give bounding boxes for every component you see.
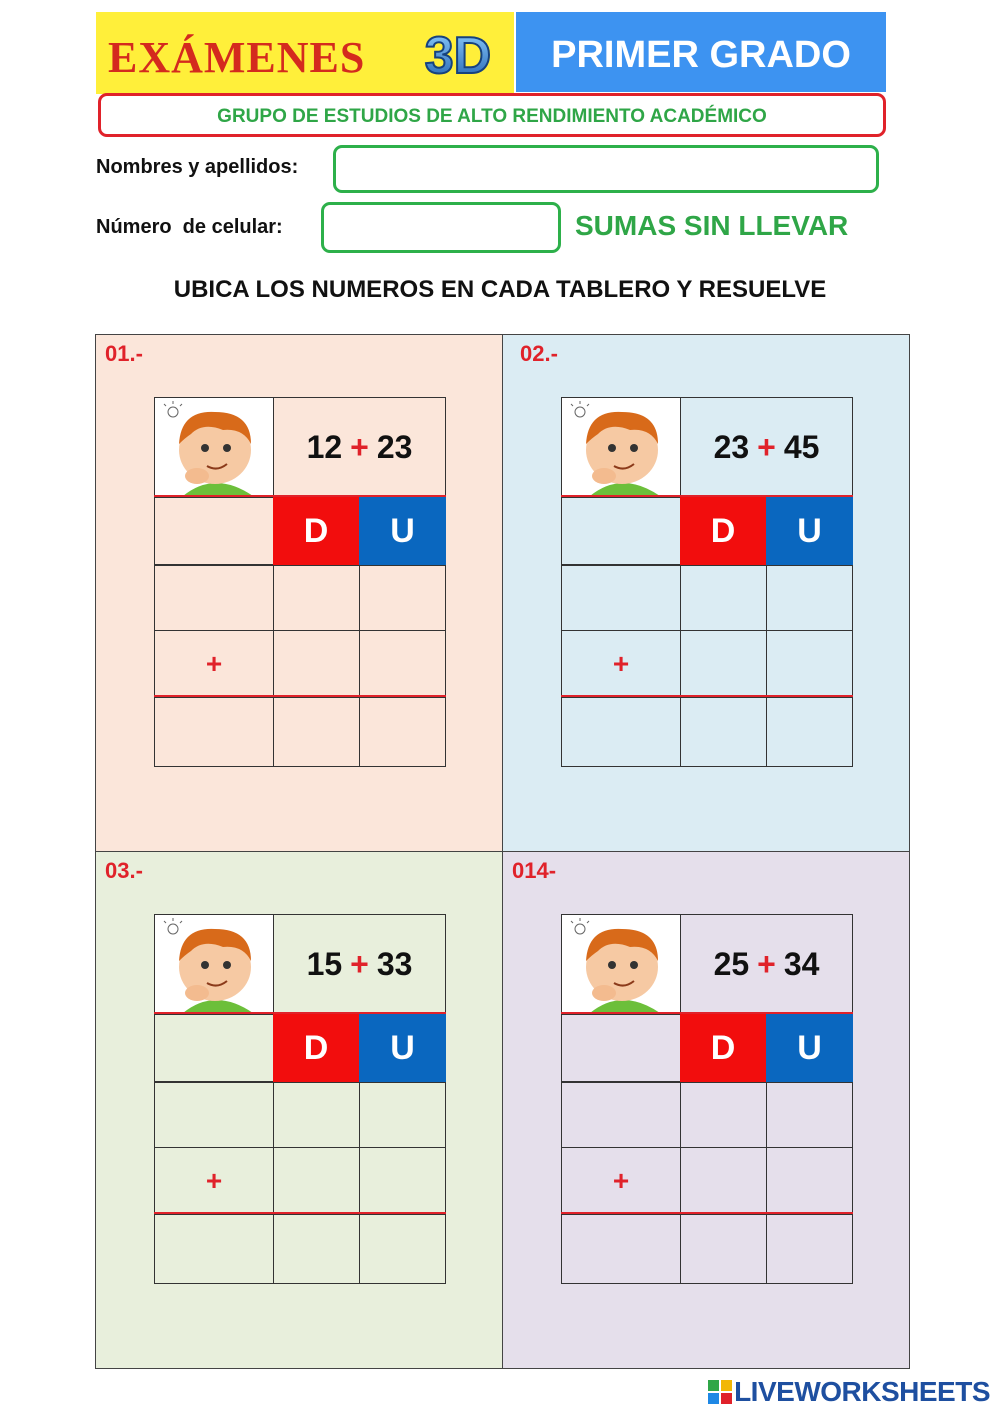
row2-plus-cell: +	[154, 630, 274, 697]
boy-thinking-picture	[154, 914, 274, 1014]
exercise-number: 01.-	[105, 341, 143, 366]
place-value-board	[154, 914, 446, 1284]
liveworksheets-text: LIVEWORKSHEETS	[734, 1376, 990, 1407]
units-header: U	[359, 1014, 446, 1082]
row2-plus-cell: +	[561, 1147, 681, 1214]
units-header: U	[359, 497, 446, 565]
row2-units-cell[interactable]	[766, 630, 853, 697]
row1-label-cell	[154, 565, 274, 631]
result-tens-cell[interactable]	[680, 1214, 767, 1284]
boy-thinking-picture	[561, 397, 681, 497]
exercise-panel-1	[95, 334, 503, 852]
boy-thinking-icon	[163, 400, 267, 496]
name-label: Nombres y apellidos:	[96, 156, 299, 178]
plus-operator: +	[757, 428, 776, 465]
brand-3d-text: 3D	[424, 27, 492, 82]
plus-operator: +	[350, 945, 369, 982]
result-tens-cell[interactable]	[273, 697, 360, 767]
liveworksheets-watermark	[708, 1376, 990, 1408]
tens-header: D	[273, 1014, 359, 1082]
exercise-number: 014-	[512, 858, 557, 883]
tens-header: D	[680, 497, 766, 565]
result-units-cell[interactable]	[359, 1214, 446, 1284]
addend-a: 12	[306, 428, 343, 465]
boy-thinking-picture	[561, 914, 681, 1014]
group-title: GRUPO DE ESTUDIOS DE ALTO RENDIMIENTO ACADÉMICO	[98, 93, 886, 137]
row1-units-cell[interactable]	[766, 565, 853, 631]
row1-tens-cell[interactable]	[680, 1082, 767, 1148]
row1-tens-cell[interactable]	[273, 565, 360, 631]
result-tens-cell[interactable]	[273, 1214, 360, 1284]
phone-field[interactable]	[321, 202, 561, 253]
row1-units-cell[interactable]	[766, 1082, 853, 1148]
blank-label-cell	[154, 1014, 274, 1082]
liveworksheets-logo-icon	[708, 1380, 732, 1404]
row1-tens-cell[interactable]	[680, 565, 767, 631]
phone-label: Número de celular:	[96, 216, 283, 238]
addition-problem	[273, 397, 446, 497]
result-tens-cell[interactable]	[680, 697, 767, 767]
row2-units-cell[interactable]	[359, 630, 446, 697]
row1-label-cell	[154, 1082, 274, 1148]
brand-banner	[96, 12, 514, 94]
result-label-cell	[154, 697, 274, 767]
row2-tens-cell[interactable]	[273, 1147, 360, 1214]
exercise-panel-2	[502, 334, 910, 852]
row1-label-cell	[561, 1082, 681, 1148]
result-label-cell	[561, 697, 681, 767]
addend-b: 33	[376, 945, 413, 982]
addition-problem	[273, 914, 446, 1014]
row2-plus-cell: +	[561, 630, 681, 697]
boy-thinking-icon	[570, 917, 674, 1013]
addend-a: 25	[713, 945, 750, 982]
units-header: U	[766, 497, 853, 565]
exercise-panel-4	[502, 851, 910, 1369]
brand-title: EXÁMENES	[108, 33, 366, 82]
addition-problem	[680, 914, 853, 1014]
tens-header: D	[680, 1014, 766, 1082]
addition-problem	[680, 397, 853, 497]
units-header: U	[766, 1014, 853, 1082]
blank-label-cell	[561, 497, 681, 565]
boy-thinking-icon	[163, 917, 267, 1013]
result-label-cell	[561, 1214, 681, 1284]
addend-a: 15	[306, 945, 343, 982]
topic-title: SUMAS SIN LLEVAR	[575, 210, 849, 241]
row2-tens-cell[interactable]	[680, 630, 767, 697]
instructions: UBICA LOS NUMEROS EN CADA TABLERO Y RESUELVE	[173, 276, 827, 303]
result-units-cell[interactable]	[766, 697, 853, 767]
row1-units-cell[interactable]	[359, 565, 446, 631]
boy-thinking-icon	[570, 400, 674, 496]
row1-tens-cell[interactable]	[273, 1082, 360, 1148]
exercise-number: 02.-	[520, 341, 558, 366]
tens-header: D	[273, 497, 359, 565]
addend-b: 45	[783, 428, 820, 465]
addend-a: 23	[713, 428, 750, 465]
brand-3d-logo	[410, 26, 506, 82]
boy-thinking-picture	[154, 397, 274, 497]
row2-units-cell[interactable]	[766, 1147, 853, 1214]
exercise-number: 03.-	[105, 858, 143, 883]
addend-b: 23	[376, 428, 413, 465]
place-value-board	[561, 397, 853, 767]
exercise-panel-3	[95, 851, 503, 1369]
addend-b: 34	[783, 945, 820, 982]
row2-plus-cell: +	[154, 1147, 274, 1214]
result-units-cell[interactable]	[359, 697, 446, 767]
row2-tens-cell[interactable]	[273, 630, 360, 697]
blank-label-cell	[154, 497, 274, 565]
plus-operator: +	[757, 945, 776, 982]
grade-banner: PRIMER GRADO	[516, 12, 886, 92]
blank-label-cell	[561, 1014, 681, 1082]
result-units-cell[interactable]	[766, 1214, 853, 1284]
row2-tens-cell[interactable]	[680, 1147, 767, 1214]
plus-operator: +	[350, 428, 369, 465]
row1-label-cell	[561, 565, 681, 631]
place-value-board	[561, 914, 853, 1284]
name-field[interactable]	[333, 145, 879, 193]
row1-units-cell[interactable]	[359, 1082, 446, 1148]
row2-units-cell[interactable]	[359, 1147, 446, 1214]
place-value-board	[154, 397, 446, 767]
result-label-cell	[154, 1214, 274, 1284]
